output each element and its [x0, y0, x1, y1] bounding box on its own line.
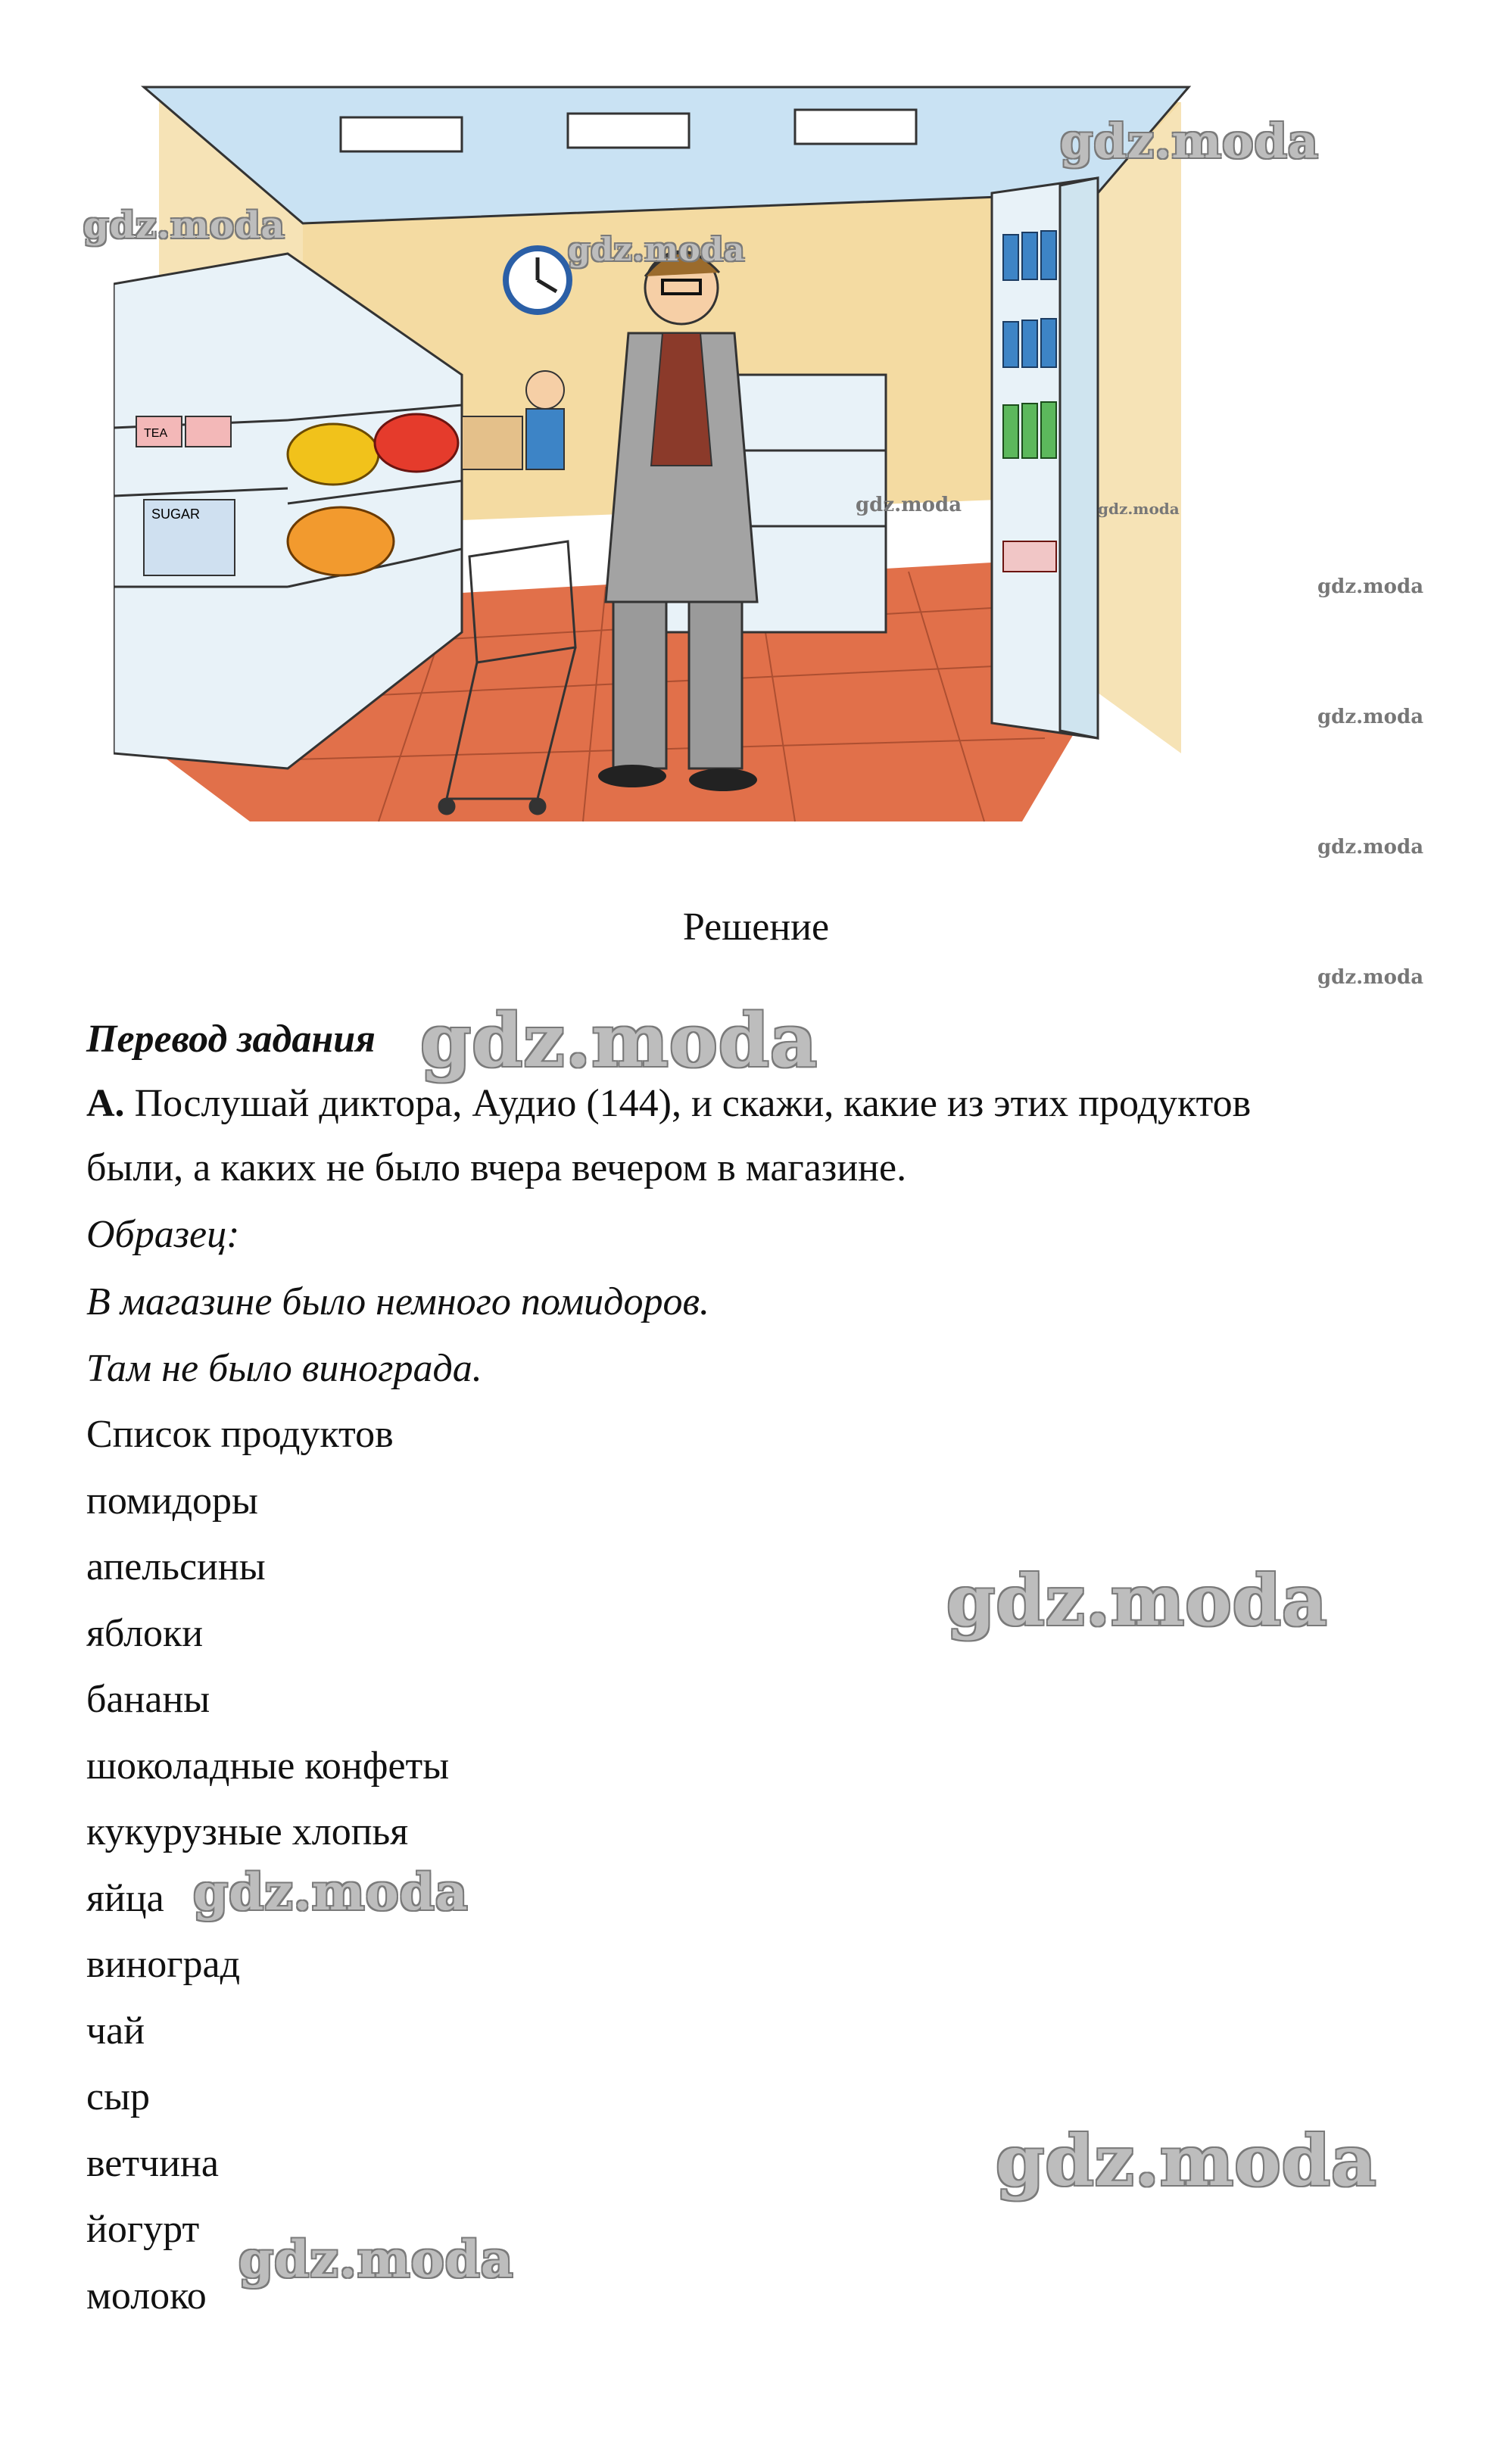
ceiling-light [568, 114, 689, 148]
tea-box [185, 416, 231, 447]
watermark: gdz.moda [193, 1863, 469, 1922]
list-item: виноград [86, 1943, 241, 1986]
ceiling-light [341, 117, 462, 151]
supermarket-drawing [114, 72, 1204, 837]
bananas [288, 424, 379, 485]
example-sentence-1: В магазине было немного помидоров. [86, 1280, 710, 1323]
right-wall [1098, 102, 1181, 753]
list-title: Список продуктов [86, 1413, 394, 1456]
apples [375, 414, 458, 472]
example-label: Образец: [86, 1213, 240, 1256]
tea-label: TEA [144, 427, 168, 440]
list-item: сыр [86, 2075, 151, 2118]
oranges [288, 507, 394, 575]
clerk [526, 371, 564, 409]
list-item: помидоры [86, 1479, 258, 1523]
ceiling-light [795, 110, 916, 144]
supermarket-illustration [114, 72, 1204, 837]
solution-heading: Решение [682, 906, 830, 949]
watermark: gdz.moda [1317, 575, 1424, 598]
task-letter: А. [86, 1082, 125, 1125]
task-line-2: были, а каких не было вчера вечером в магазине. [86, 1146, 907, 1189]
example-sentence-2: Там не было винограда. [86, 1347, 482, 1390]
list-item: яблоки [86, 1612, 204, 1655]
watermark: gdz.moda [1060, 114, 1319, 169]
watermark: gdz.moda [420, 998, 818, 1083]
watermark: gdz.moda [568, 231, 746, 268]
box [462, 416, 522, 469]
watermark: gdz.moda [856, 494, 962, 516]
list-item: апельсины [86, 1545, 266, 1588]
list-item: чай [86, 2009, 145, 2053]
list-item: кукурузные хлопья [86, 1810, 409, 1853]
watermark: gdz.moda [83, 204, 285, 247]
section-title: Перевод задания [86, 1018, 376, 1061]
watermark: gdz.moda [1317, 836, 1424, 859]
watermark: gdz.moda [996, 2120, 1377, 2202]
task-text-1: Послушай диктора, Аудио (144), и скажи, какие из этих продуктов [134, 1082, 1252, 1125]
milk-bottles [1003, 402, 1056, 458]
list-item: ветчина [86, 2142, 219, 2185]
list-item: яйца [86, 1877, 164, 1920]
watermark: gdz.moda [1317, 966, 1424, 989]
watermark: gdz.moda [238, 2230, 514, 2289]
list-item: бананы [86, 1678, 210, 1721]
watermark: gdz.moda [1317, 706, 1424, 728]
task-line-1 [86, 1081, 1251, 1127]
list-item: шоколадные конфеты [86, 1744, 450, 1788]
watermark: gdz.moda [946, 1560, 1328, 1641]
list-item: молоко [86, 2274, 207, 2318]
sugar-label: SUGAR [151, 507, 201, 522]
watermark: gdz.moda [1098, 500, 1180, 518]
ham [1003, 541, 1056, 572]
list-item: йогурт [86, 2208, 200, 2251]
